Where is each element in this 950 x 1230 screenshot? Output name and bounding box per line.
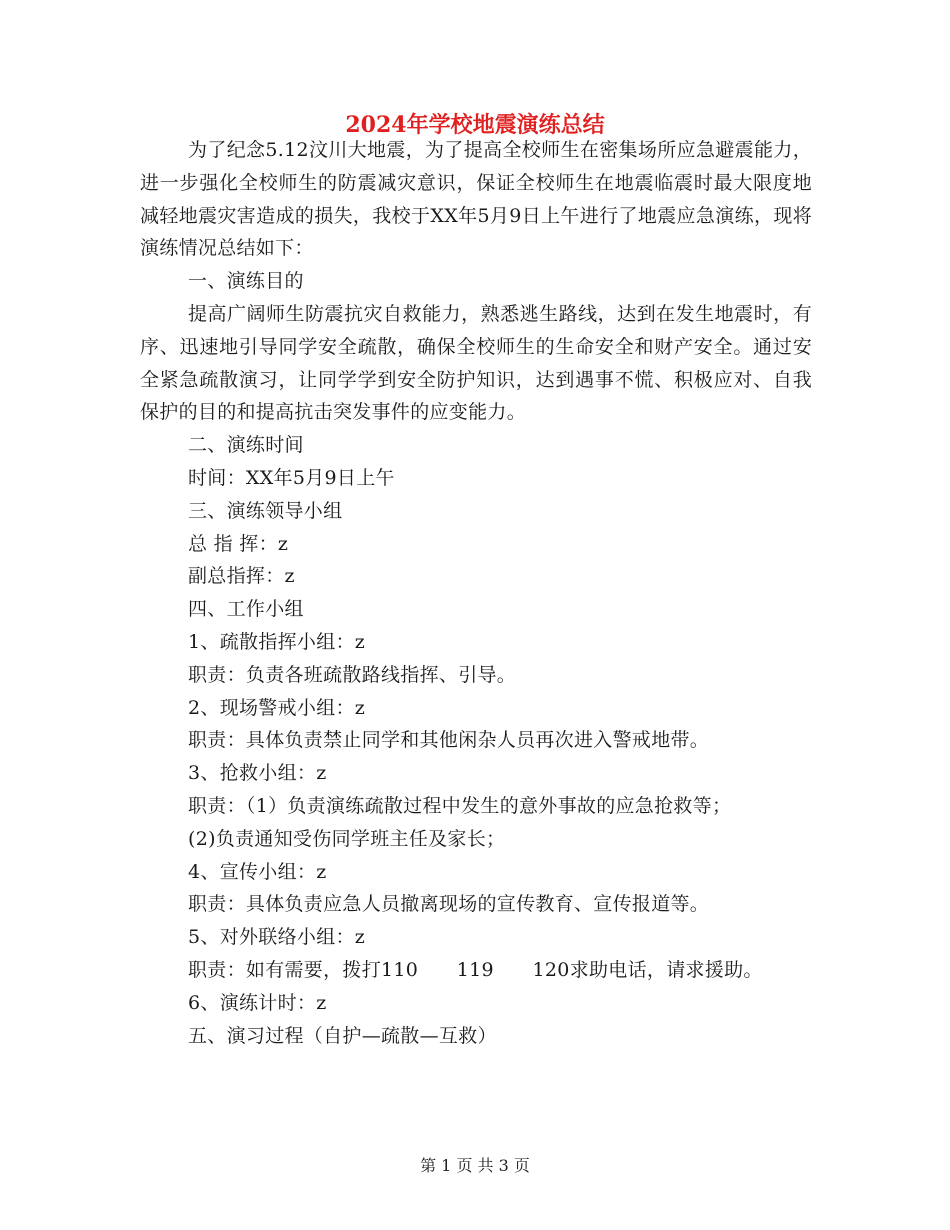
page-number-footer: 第 1 页 共 3 页 — [420, 1156, 530, 1175]
section-heading-process: 五、演习过程（自护—疏散—互救） — [188, 1024, 497, 1047]
document-body — [140, 134, 812, 1052]
publicity-duty-line: 职责：具体负责应急人员撤离现场的宣传教育、宣传报道等。 — [188, 893, 710, 916]
timing-line: 6、演练计时：z — [188, 991, 327, 1014]
section-heading-time: 二、演练时间 — [188, 434, 304, 457]
purpose-paragraph: 提高广阔师生防震抗灾自救能力，熟悉逃生路线，达到在发生地震时，有序、迅速地引导同学安全疏散，确保全校师生的生命安全和财产安全。通过安全紧急疏散演习，让同学学到安全防护知识，达到遇事不慌、积极应对、自我保护的目的和提高抗击突发事件的应变能力。 — [140, 302, 812, 424]
rescue-duty-line-1: 职责：（1）负责演练疏散过程中发生的意外事故的应急抢救等； — [188, 794, 732, 817]
liaison-duty-line: 职责：如有需要，拨打110 119 120求助电话，请求援助。 — [188, 958, 763, 981]
time-line: 时间：XX年5月9日上午 — [188, 466, 395, 489]
section-heading-purpose: 一、演练目的 — [188, 270, 304, 293]
chief-commander-line: 总 指 挥：z — [188, 532, 289, 555]
evacuation-duty-line: 职责：负责各班疏散路线指挥、引导。 — [188, 663, 517, 686]
rescue-group-line: 3、抢救小组：z — [188, 762, 327, 785]
cordon-duty-line: 职责：具体负责禁止同学和其他闲杂人员再次进入警戒地带。 — [188, 729, 710, 752]
publicity-group-line: 4、宣传小组：z — [188, 860, 327, 883]
document-title: 2024年学校地震演练总结 — [345, 112, 605, 138]
deputy-commander-line: 副总指挥：z — [188, 565, 295, 588]
rescue-duty-line-2: (2)负责通知受伤同学班主任及家长； — [188, 827, 506, 850]
section-heading-leadership: 三、演练领导小组 — [188, 499, 343, 522]
section-heading-work-groups: 四、工作小组 — [188, 598, 304, 621]
liaison-group-line: 5、对外联络小组：z — [188, 926, 366, 949]
cordon-group-line: 2、现场警戒小组：z — [188, 696, 366, 719]
intro-paragraph: 为了纪念5.12汶川大地震，为了提高全校师生在密集场所应急避震能力，进一步强化全校师生的防震减灾意识，保证全校师生在地震临震时最大限度地减轻地震灾害造成的损失，我校于XX年5月9日上午进行了地震应急演练，现将演练情况总结如下： — [140, 139, 812, 260]
evacuation-group-line: 1、疏散指挥小组：z — [188, 630, 366, 653]
